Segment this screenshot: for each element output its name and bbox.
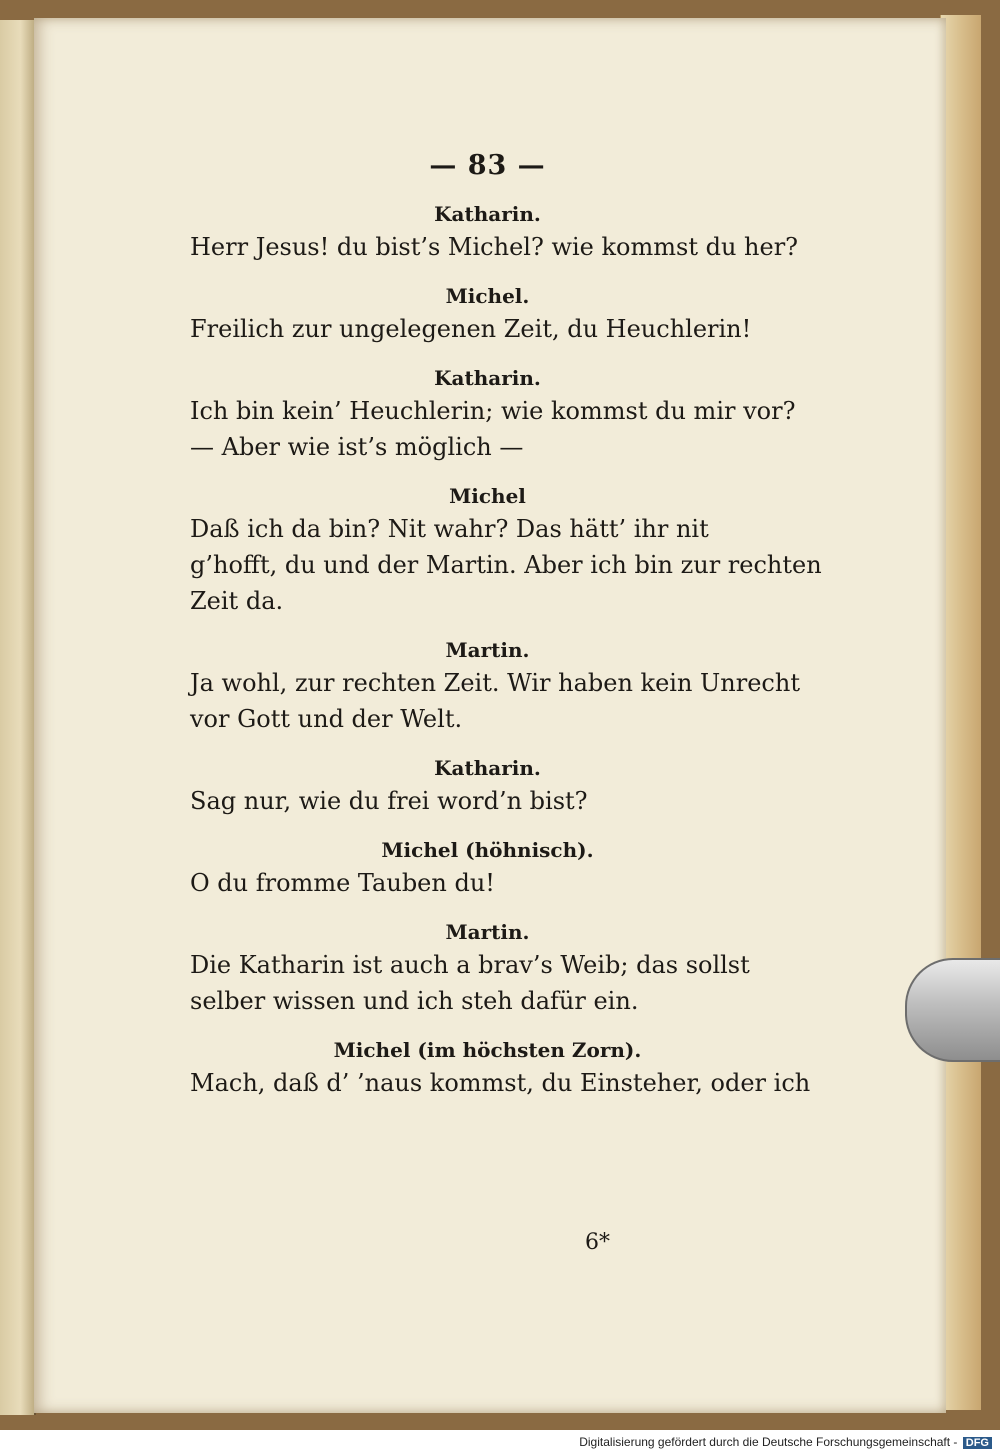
dialogue-line: selber wissen und ich steh dafür ein.	[190, 987, 639, 1015]
dfg-logo: DFG	[963, 1437, 992, 1449]
dialogue-block	[190, 835, 785, 901]
dialogue-line: Freilich zur ungelegenen Zeit, du Heuchlerin!	[190, 315, 752, 343]
page-stack-edge	[940, 15, 981, 1410]
dialogue-line: vor Gott und der Welt.	[190, 705, 463, 733]
dialogue-block	[190, 917, 785, 1019]
page-text	[190, 150, 822, 1101]
speaker-name: Martin.	[445, 638, 530, 662]
dialogue-line: — Aber wie ist’s möglich —	[190, 433, 524, 461]
scanner-clip	[905, 958, 1000, 1062]
dialogue-line: Herr Jesus! du bist’s Michel? wie kommst du her?	[190, 233, 799, 261]
dialogue-line: O du fromme Tauben du!	[190, 869, 495, 897]
dialogue-block	[190, 281, 785, 347]
dialogue-line: Daß ich da bin? Nit wahr? Das hätt’ ihr nit	[190, 515, 709, 543]
speaker-name: Katharin.	[434, 366, 541, 390]
speaker-name: Michel (im höchsten Zorn).	[333, 1038, 642, 1062]
dialogue-block	[190, 1035, 811, 1101]
speaker-name: Katharin.	[434, 756, 541, 780]
speaker-name: Martin.	[445, 920, 530, 944]
footer-text: Digitalisierung gefördert durch die Deutsche Forschungsgemeinschaft -	[579, 1435, 958, 1449]
facing-page-edge	[0, 20, 36, 1415]
dialogue-block	[190, 481, 822, 619]
dialogue-line: Mach, daß d’ ’naus kommst, du Einsteher, oder ich	[190, 1069, 811, 1097]
speaker-name: Michel (höhnisch).	[381, 838, 594, 862]
dialogue-block	[190, 363, 796, 465]
speaker-name: Michel.	[445, 284, 530, 308]
dialogue-line: Die Katharin ist auch a brav’s Weib; das sollst	[190, 951, 750, 979]
dialogue-block	[190, 753, 785, 819]
dialogue-line: Sag nur, wie du frei word’n bist?	[190, 787, 588, 815]
dialogue-line: Zeit da.	[190, 587, 284, 615]
page-number: — 83 —	[429, 150, 546, 181]
dialogue-block	[190, 635, 800, 737]
speaker-name: Katharin.	[434, 202, 541, 226]
dialogue-line: Ja wohl, zur rechten Zeit. Wir haben kein Unrecht	[190, 669, 800, 697]
catchword: 6*	[585, 1230, 610, 1255]
footer-credit	[579, 1435, 992, 1449]
speaker-name: Michel	[449, 484, 526, 508]
dialogue-line: Ich bin kein’ Heuchlerin; wie kommst du mir vor?	[190, 397, 796, 425]
dialogue-block	[190, 199, 799, 265]
dialogue-line: g’hofft, du und der Martin. Aber ich bin zur rechten	[190, 551, 822, 579]
